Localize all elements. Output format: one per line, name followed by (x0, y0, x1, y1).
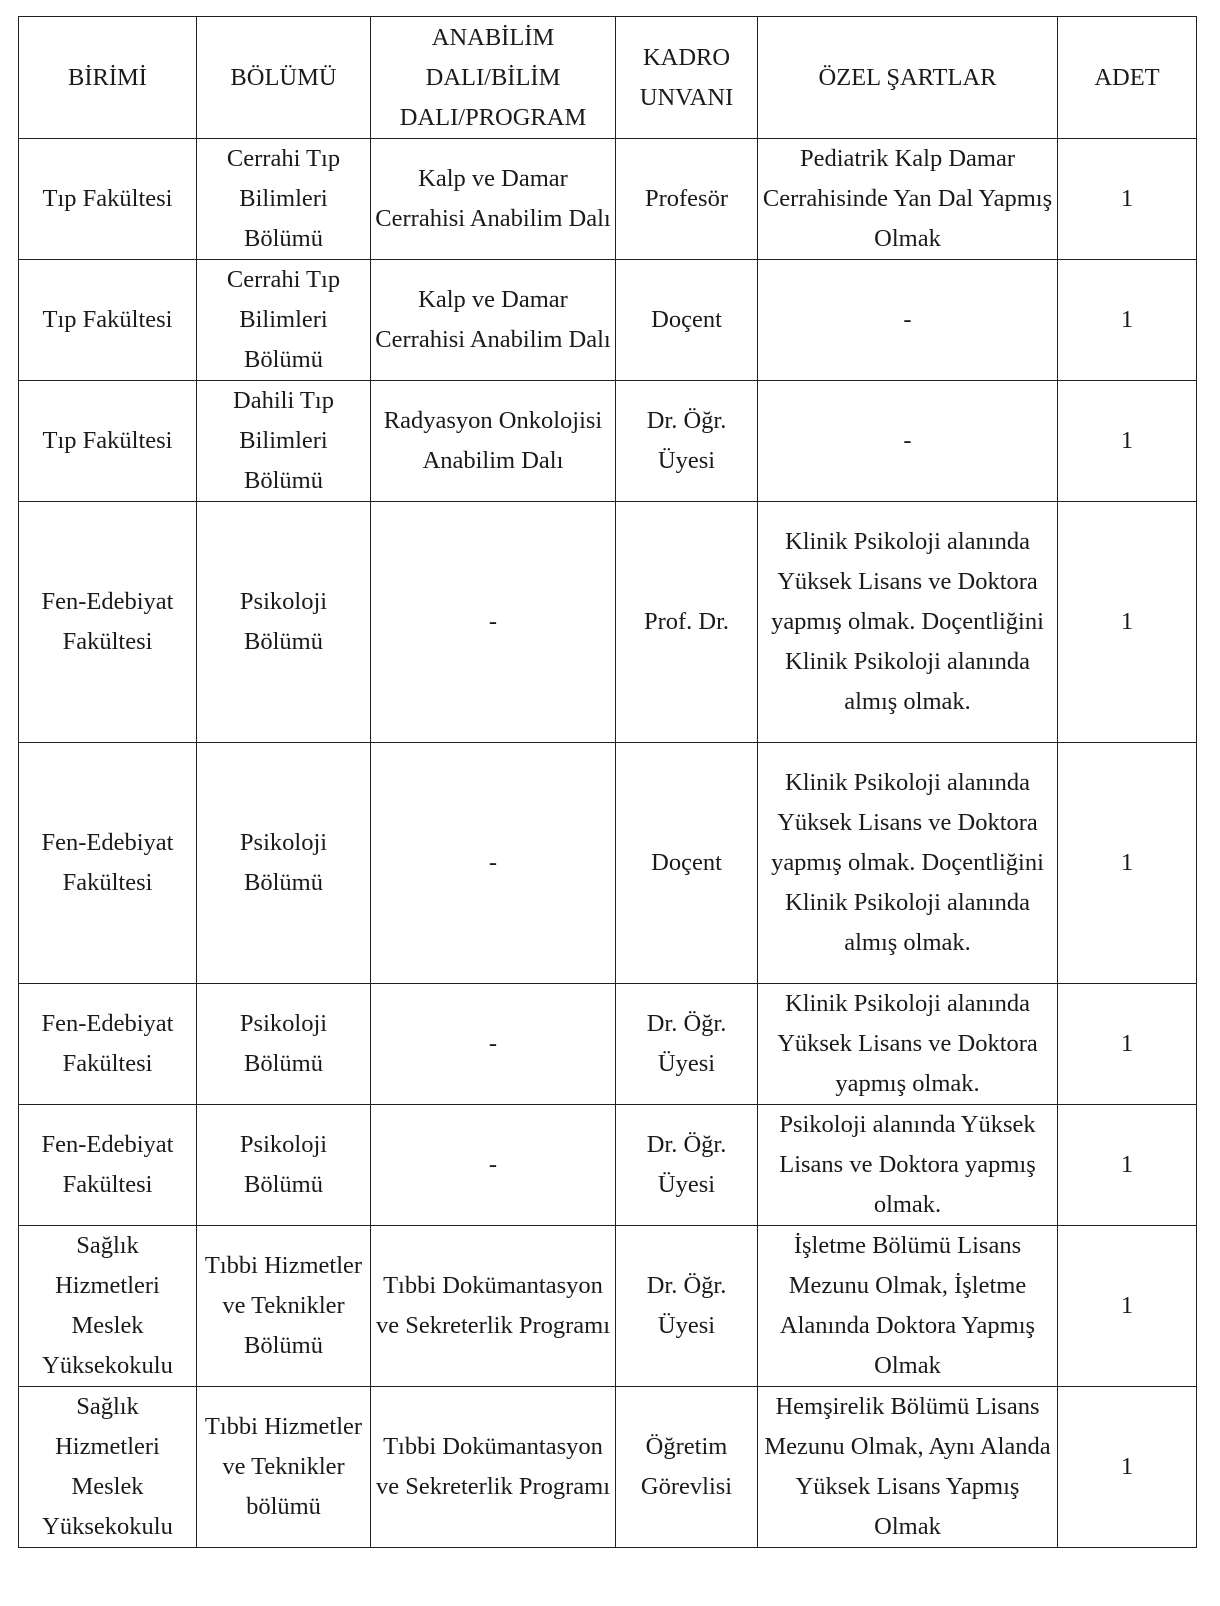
cell-kadro-unvani: Profesör (616, 139, 758, 260)
cell-kadro-unvani: Dr. Öğr. Üyesi (616, 1226, 758, 1387)
cell-kadro-unvani: Doçent (616, 743, 758, 984)
table-row (19, 502, 1197, 743)
cell-adet: 1 (1058, 984, 1197, 1105)
cell-ozel-sartlar: İşletme Bölümü Lisans Mezunu Olmak, İşletme Alanında Doktora Yapmış Olmak (758, 1226, 1058, 1387)
cell-anabilim-dali: Kalp ve Damar Cerrahisi Anabilim Dalı (371, 139, 616, 260)
cell-bolumu: Psikoloji Bölümü (197, 984, 371, 1105)
cell-birimi: Sağlık Hizmetleri Meslek Yüksekokulu (19, 1226, 197, 1387)
cell-ozel-sartlar: - (758, 260, 1058, 381)
cell-adet: 1 (1058, 1226, 1197, 1387)
cell-birimi: Fen-Edebiyat Fakültesi (19, 984, 197, 1105)
cell-bolumu: Psikoloji Bölümü (197, 1105, 371, 1226)
cell-adet: 1 (1058, 1387, 1197, 1548)
cell-adet: 1 (1058, 502, 1197, 743)
cell-birimi: Fen-Edebiyat Fakültesi (19, 1105, 197, 1226)
cell-bolumu: Psikoloji Bölümü (197, 502, 371, 743)
cell-bolumu: Psikoloji Bölümü (197, 743, 371, 984)
cell-anabilim-dali: - (371, 502, 616, 743)
cell-bolumu: Cerrahi Tıp Bilimleri Bölümü (197, 260, 371, 381)
cell-ozel-sartlar: Psikoloji alanında Yüksek Lisans ve Doktora yapmış olmak. (758, 1105, 1058, 1226)
cell-kadro-unvani: Dr. Öğr. Üyesi (616, 1105, 758, 1226)
table-row (19, 139, 1197, 260)
cell-kadro-unvani: Öğretim Görevlisi (616, 1387, 758, 1548)
cell-kadro-unvani: Dr. Öğr. Üyesi (616, 984, 758, 1105)
header-birimi: BİRİMİ (19, 17, 197, 139)
header-adet: ADET (1058, 17, 1197, 139)
table-row (19, 1226, 1197, 1387)
cell-anabilim-dali: - (371, 1105, 616, 1226)
table-row (19, 381, 1197, 502)
cell-kadro-unvani: Prof. Dr. (616, 502, 758, 743)
cell-anabilim-dali: Kalp ve Damar Cerrahisi Anabilim Dalı (371, 260, 616, 381)
table-row (19, 1105, 1197, 1226)
header-bolumu: BÖLÜMÜ (197, 17, 371, 139)
cell-adet: 1 (1058, 139, 1197, 260)
cell-adet: 1 (1058, 1105, 1197, 1226)
cell-birimi: Tıp Fakültesi (19, 381, 197, 502)
cell-ozel-sartlar: - (758, 381, 1058, 502)
cell-bolumu: Tıbbi Hizmetler ve Teknikler bölümü (197, 1387, 371, 1548)
cell-anabilim-dali: - (371, 984, 616, 1105)
cell-ozel-sartlar: Klinik Psikoloji alanında Yüksek Lisans ve Doktora yapmış olmak. (758, 984, 1058, 1105)
header-ozel-sartlar: ÖZEL ŞARTLAR (758, 17, 1058, 139)
cell-anabilim-dali: Radyasyon Onkolojisi Anabilim Dalı (371, 381, 616, 502)
cell-birimi: Fen-Edebiyat Fakültesi (19, 743, 197, 984)
cell-bolumu: Dahili Tıp Bilimleri Bölümü (197, 381, 371, 502)
table-header-row (19, 17, 1197, 139)
cell-birimi: Tıp Fakültesi (19, 260, 197, 381)
cell-adet: 1 (1058, 743, 1197, 984)
table-row (19, 1387, 1197, 1548)
cell-ozel-sartlar: Hemşirelik Bölümü Lisans Mezunu Olmak, Aynı Alanda Yüksek Lisans Yapmış Olmak (758, 1387, 1058, 1548)
cell-ozel-sartlar: Pediatrik Kalp Damar Cerrahisinde Yan Dal Yapmış Olmak (758, 139, 1058, 260)
cell-birimi: Sağlık Hizmetleri Meslek Yüksekokulu (19, 1387, 197, 1548)
staff-position-table (18, 16, 1197, 1548)
cell-kadro-unvani: Doçent (616, 260, 758, 381)
table-row (19, 984, 1197, 1105)
cell-ozel-sartlar: Klinik Psikoloji alanında Yüksek Lisans ve Doktora yapmış olmak. Doçentliğini Klinik Psikoloji alanında almış olmak. (758, 743, 1058, 984)
cell-bolumu: Tıbbi Hizmetler ve Teknikler Bölümü (197, 1226, 371, 1387)
cell-birimi: Fen-Edebiyat Fakültesi (19, 502, 197, 743)
cell-ozel-sartlar: Klinik Psikoloji alanında Yüksek Lisans ve Doktora yapmış olmak. Doçentliğini Klinik Psikoloji alanında almış olmak. (758, 502, 1058, 743)
cell-anabilim-dali: Tıbbi Dokümantasyon ve Sekreterlik Programı (371, 1226, 616, 1387)
table-row (19, 260, 1197, 381)
cell-bolumu: Cerrahi Tıp Bilimleri Bölümü (197, 139, 371, 260)
cell-anabilim-dali: - (371, 743, 616, 984)
header-anabilim-dali: ANABİLİM DALI/BİLİM DALI/PROGRAM (371, 17, 616, 139)
cell-adet: 1 (1058, 260, 1197, 381)
cell-birimi: Tıp Fakültesi (19, 139, 197, 260)
cell-adet: 1 (1058, 381, 1197, 502)
header-kadro-unvani: KADRO UNVANI (616, 17, 758, 139)
table-row (19, 743, 1197, 984)
cell-kadro-unvani: Dr. Öğr. Üyesi (616, 381, 758, 502)
cell-anabilim-dali: Tıbbi Dokümantasyon ve Sekreterlik Programı (371, 1387, 616, 1548)
